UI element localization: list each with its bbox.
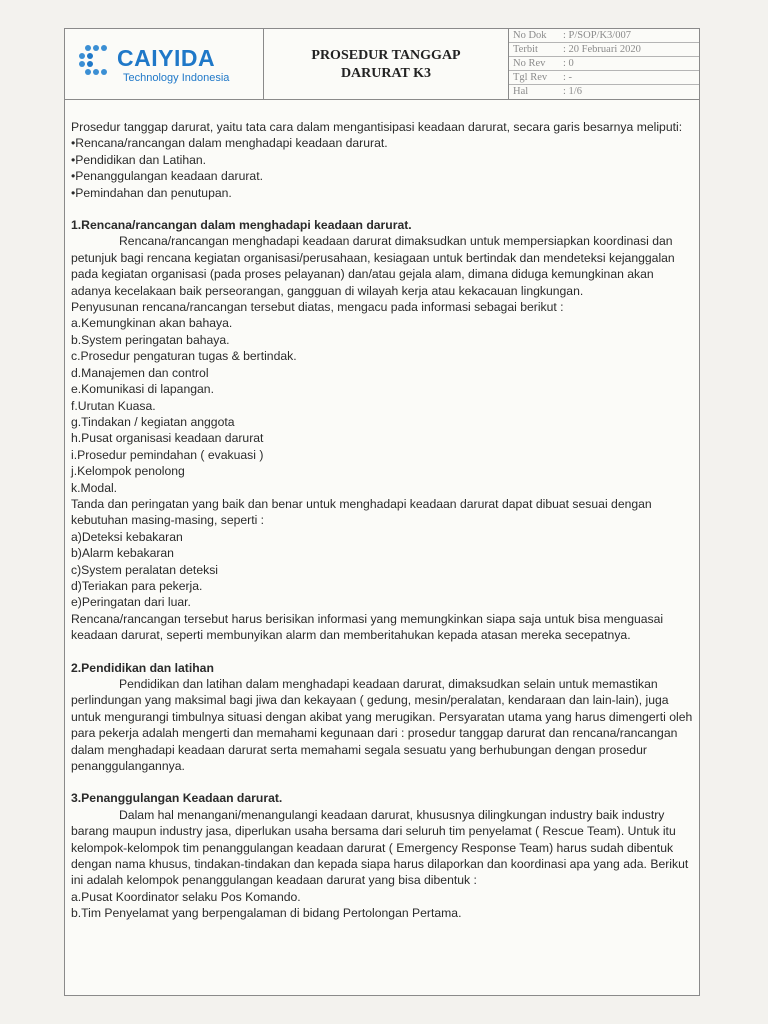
list-item: b)Alarm kebakaran [71,546,174,561]
company-logo [65,29,264,99]
section-1-heading: 1.Rencana/rancangan dalam menghadapi keadaan darurat. [71,218,412,233]
list-item: a.Pusat Koordinator selaku Pos Komando. [71,889,301,904]
intro-bullet: •Rencana/rancangan dalam menghadapi keadaan darurat. [71,136,388,151]
list-item: b.Tim Penyelamat yang berpengalaman di bidang Pertolongan Pertama. [71,906,462,921]
section-1-paragraph: Tanda dan peringatan yang baik dan benar untuk menghadapi keadaan darurat dapat dibuat sesuai dengan kebutuhan masing-masing, seperti : [71,496,652,528]
list-item: d.Manajemen dan control [71,365,209,380]
list-item: a)Deteksi kebakaran [71,529,183,544]
document-title-line: DARURAT K3 [340,66,432,81]
intro-paragraph: Prosedur tanggap darurat, yaitu tata cara dalam mengantisipasi keadaan darurat, secara garis besarnya meliputi: [71,120,683,134]
section-2-paragraph: Pendidikan dan latihan dalam menghadapi keadaan darurat, dimaksudkan selain untuk memastikan perlindungan yang maksimal bagi jiwa dan kekayaan ( gedung, mesin/peralatan, kendaraan dan lain-lain), juga untuk mengurangi timbulnya situasi dengan akibat yang merugikan. Persyaratan utama yang harus dimengerti oleh para pekerja adalah mengerti dan memahami kegunaan dari : prosedur tanggap darurat dan rencana/rancangan dalam menghadapi keadaan darurat serta memahami segala sesuatu yang berhubungan dengan prosedur penanggulangannya. [71,677,693,774]
logo-subtitle: Technology Indonesia [123,72,230,84]
list-item: i.Prosedur pemindahan ( evakuasi ) [71,447,264,462]
list-item: d)Teriakan para pekerja. [71,578,203,593]
document-body [71,119,693,922]
list-item: e)Peringatan dari luar. [71,595,191,610]
section-1-paragraph: Penyusunan rencana/rancangan tersebut diatas, mengacu pada informasi sebagai berikut : [71,300,564,315]
document-header [65,29,699,100]
list-item: g.Tindakan / kegiatan anggota [71,414,235,429]
meta-row: Terbit : 20 Februari 2020 [509,43,699,57]
meta-row: Hal : 1/6 [513,86,582,97]
list-item: j.Kelompok penolong [71,464,185,479]
list-item: a.Kemungkinan akan bahaya. [71,316,233,331]
document-title [264,29,509,99]
list-item: b.System peringatan bahaya. [71,332,230,347]
intro-bullet: •Penanggulangan keadaan darurat. [71,169,263,184]
logo-name: CAIYIDA [117,45,216,71]
meta-row: No Rev : 0 [509,57,699,71]
list-item: f.Urutan Kuasa. [71,398,156,413]
list-item: c.Prosedur pengaturan tugas & bertindak. [71,349,297,364]
list-item: h.Pusat organisasi keadaan darurat [71,431,264,446]
section-3-paragraph: Dalam hal menangani/menangulangi keadaan darurat, khususnya dilingkungan industry baik industry barang maupun industry jasa, diperlukan usaha bersama dari seluruh tim penyelamat ( Rescue Team). Untuk itu kelompok-kelompok tim penanggulangan keadaan darurat ( Emergency Response Team) harus sudah dibentuk dengan nama khusus, tindakan-tindakan dan kepada siapa harus dilaporkan dan koordinasi apa yang ada. Berikut ini adalah kelompok penanggulangan keadaan darurat yang bisa dibentuk : [71,807,689,888]
document-meta [509,29,699,99]
meta-row: No Dok : P/SOP/K3/007 [509,29,699,43]
section-3-heading: 3.Penanggulangan Keadaan darurat. [71,791,283,806]
document-title-line: PROSEDUR TANGGAP [311,48,461,63]
list-item: k.Modal. [71,480,118,495]
meta-row: Tgl Rev : - [509,71,699,85]
document-page [64,28,700,996]
list-item: c)System peralatan deteksi [71,562,218,577]
section-1-paragraph: Rencana/rancangan tersebut harus berisikan informasi yang memungkinkan siapa saja untuk bisa menguasai keadaan darurat, seperti membunyikan alarm dan memberitahukan kepada atasan mereka secepatnya. [71,611,664,643]
section-2-heading: 2.Pendidikan dan latihan [71,660,214,675]
section-1-paragraph: Rencana/rancangan menghadapi keadaan darurat dimaksudkan untuk mempersiapkan koordinasi dan petunjuk bagi rencana kegiatan organisasi/perusahaan, kesiagaan untuk bertindak dan mendeteksi kejanggalan pada kegiatan organisasi (pada proses pelayanan) dan/atau gejala alam, dimana diduga kemungkinan akan adanya kecelakaan baik perseorangan, gangguan di wilayah kerja atau kekacauan lingkungan. [71,234,675,298]
intro-bullet: •Pemindahan dan penutupan. [71,185,232,200]
intro-bullet: •Pendidikan dan Latihan. [71,152,207,167]
list-item: e.Komunikasi di lapangan. [71,382,214,397]
